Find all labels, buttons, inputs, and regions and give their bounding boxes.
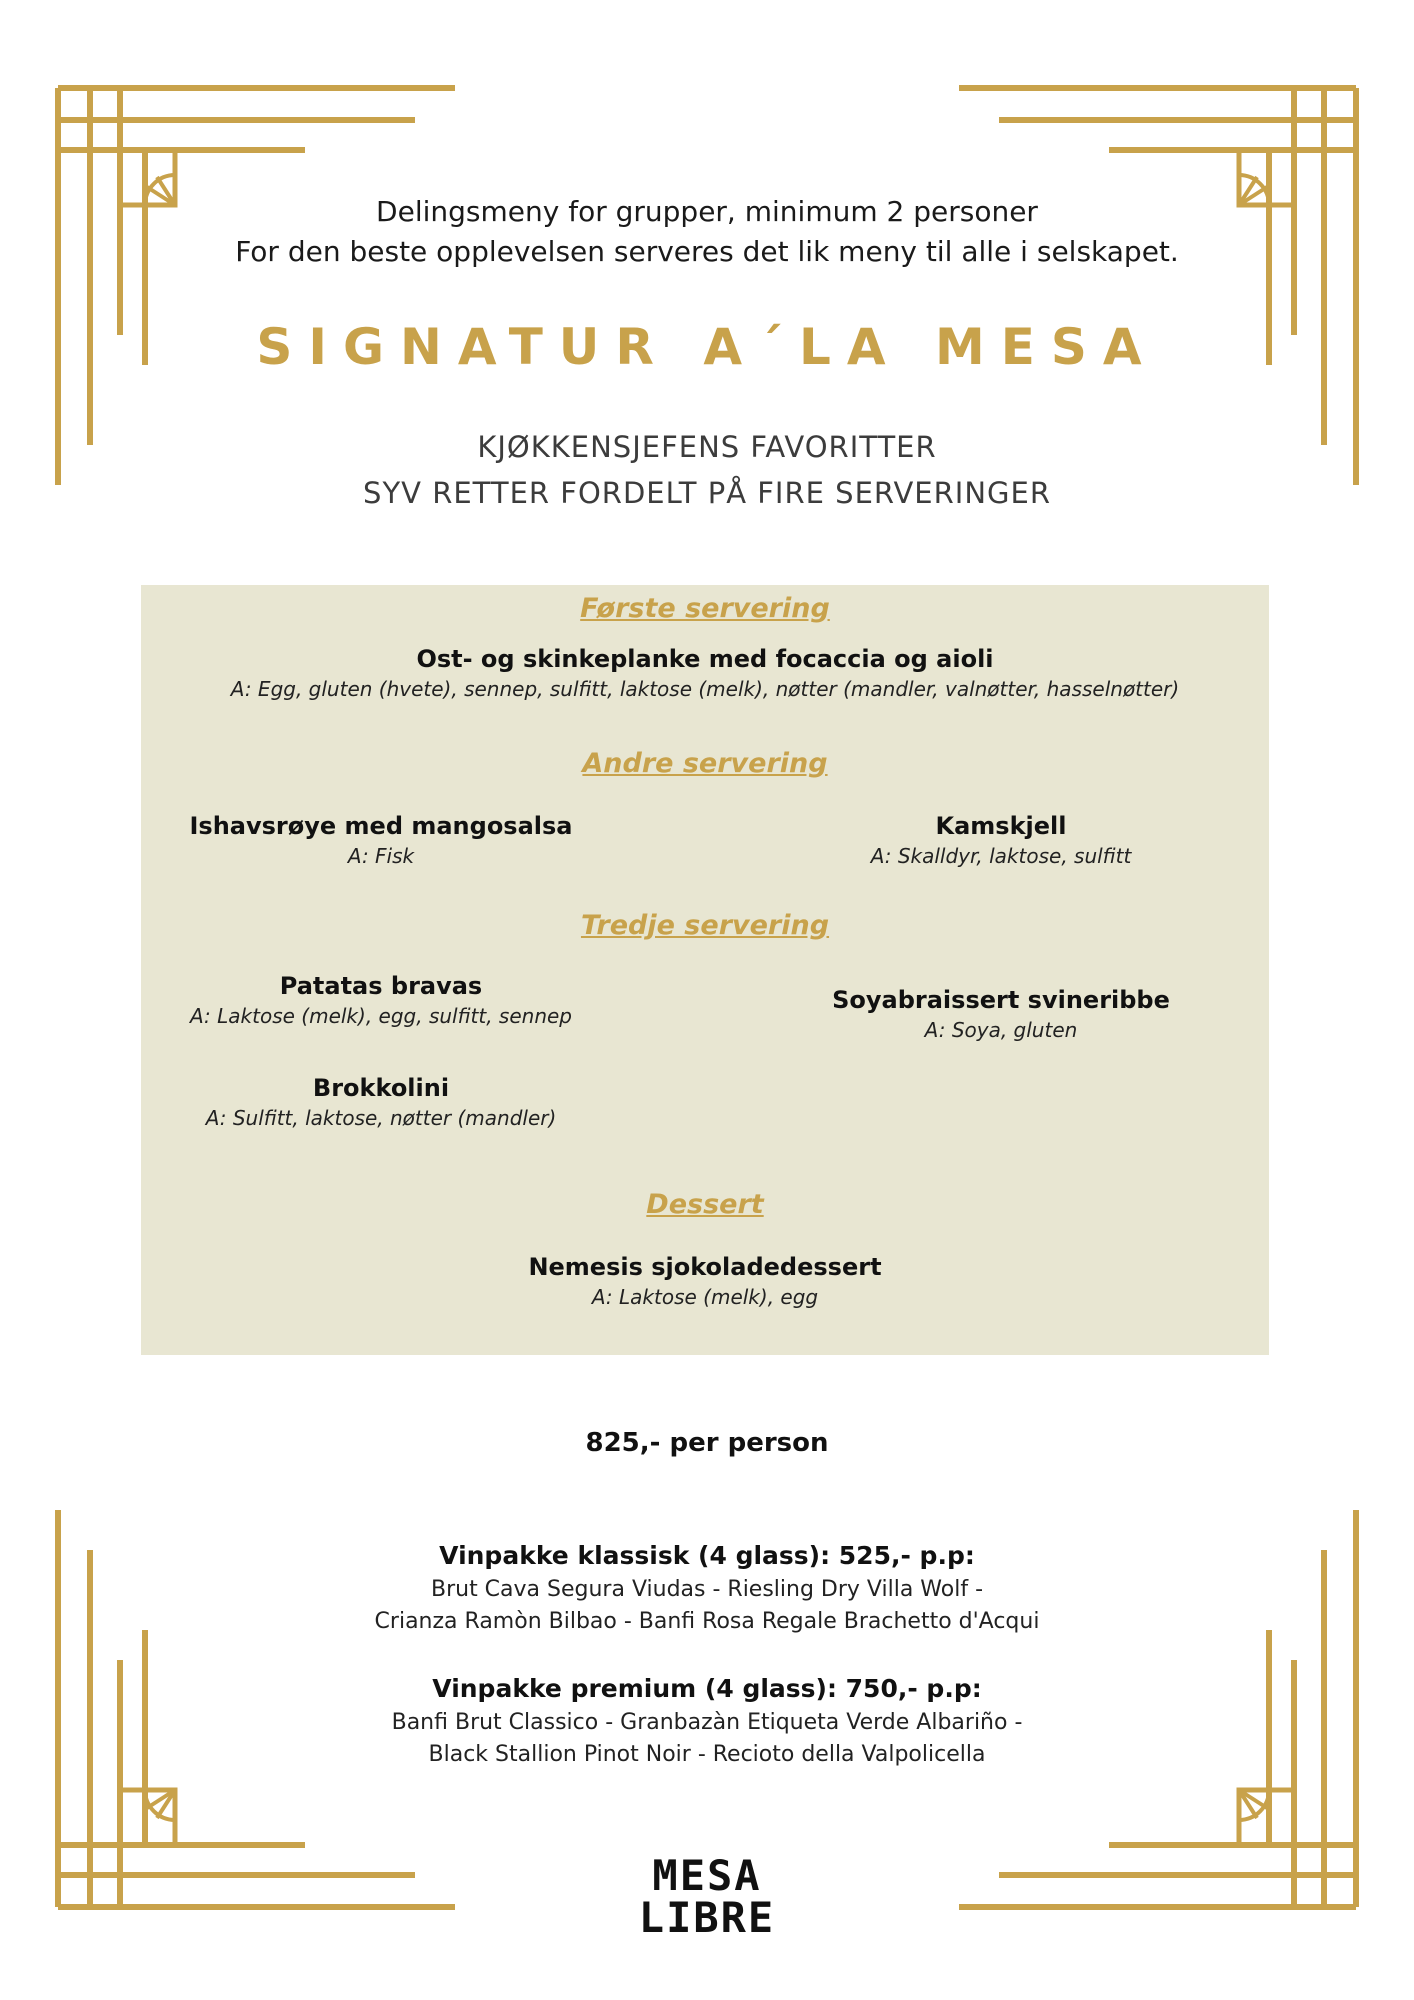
- wine-package-line: Black Stallion Pinot Noir - Recioto della Valpolicella: [428, 1742, 986, 1767]
- intro-line-1: Delingsmeny for grupper, minimum 2 personer: [376, 195, 1038, 228]
- logo-line-2: LIBRE: [638, 1893, 776, 1942]
- wine-package-title: Vinpakke premium (4 glass): 750,- p.p:: [432, 1674, 982, 1703]
- dish-third-1: [181, 970, 581, 1030]
- dish-first: [141, 643, 1269, 703]
- wine-package-line: Banfi Brut Classico - Granbazàn Etiqueta Verde Albariño -: [391, 1710, 1023, 1735]
- dish-name: Ost- og skinkeplanke med focaccia og aioli: [416, 645, 994, 673]
- dish-allergens: A: Skalldyr, laktose, sulfitt: [870, 844, 1132, 868]
- menu-title: SIGNATUR A´LA MESA: [256, 318, 1158, 376]
- dish-allergens: A: Soya, gluten: [924, 1018, 1078, 1042]
- intro-line-2: For den beste opplevelsen serveres det lik meny til alle i selskapet.: [235, 235, 1179, 268]
- mesa-libre-logo: [0, 1851, 1414, 1942]
- dish-name: Patatas bravas: [279, 972, 483, 1000]
- wine-package-line: Brut Cava Segura Viudas - Riesling Dry Villa Wolf -: [430, 1577, 984, 1602]
- logo-line-1: MESA: [652, 1851, 762, 1900]
- dish-second-1: [181, 810, 581, 870]
- dish-allergens: A: Laktose (melk), egg, sulfitt, sennep: [190, 1004, 572, 1028]
- dish-allergens: A: Laktose (melk), egg: [591, 1285, 819, 1309]
- menu-box: [141, 585, 1269, 1355]
- section-heading-third: Tredje servering: [580, 910, 830, 941]
- dish-allergens: A: Sulfitt, laktose, nøtter (mandler): [205, 1106, 557, 1130]
- wine-package-classic: [0, 1538, 1414, 1638]
- price-per-person: 825,- per person: [585, 1428, 829, 1458]
- subtitle-line-2: SYV RETTER FORDELT PÅ FIRE SERVERINGER: [363, 476, 1051, 510]
- dish-third-3: [181, 1072, 581, 1132]
- section-heading-second: Andre servering: [582, 748, 828, 779]
- dish-allergens: A: Egg, gluten (hvete), sennep, sulfitt, laktose (melk), nøtter (mandler, valnøtter, hasselnøtter): [230, 677, 1180, 701]
- dish-name: Brokkolini: [312, 1074, 450, 1102]
- intro-text: [0, 192, 1414, 272]
- section-heading-first: Første servering: [580, 593, 830, 624]
- menu-subtitle: [0, 424, 1414, 516]
- dish-dessert: [141, 1251, 1269, 1311]
- dish-second-2: [801, 810, 1201, 870]
- wine-package-title: Vinpakke klassisk (4 glass): 525,- p.p:: [439, 1541, 975, 1570]
- section-heading-dessert: Dessert: [646, 1189, 764, 1220]
- wine-package-line: Crianza Ramòn Bilbao - Banfi Rosa Regale Brachetto d'Acqui: [374, 1609, 1040, 1634]
- wine-package-premium: [0, 1671, 1414, 1771]
- dish-name: Nemesis sjokoladedessert: [528, 1253, 882, 1281]
- dish-name: Ishavsrøye med mangosalsa: [189, 812, 573, 840]
- dish-allergens: A: Fisk: [347, 844, 415, 868]
- dish-third-2: [801, 984, 1201, 1044]
- dish-name: Kamskjell: [935, 812, 1067, 840]
- subtitle-line-1: KJØKKENSJEFENS FAVORITTER: [477, 430, 937, 464]
- dish-name: Soyabraissert svineribbe: [832, 986, 1170, 1014]
